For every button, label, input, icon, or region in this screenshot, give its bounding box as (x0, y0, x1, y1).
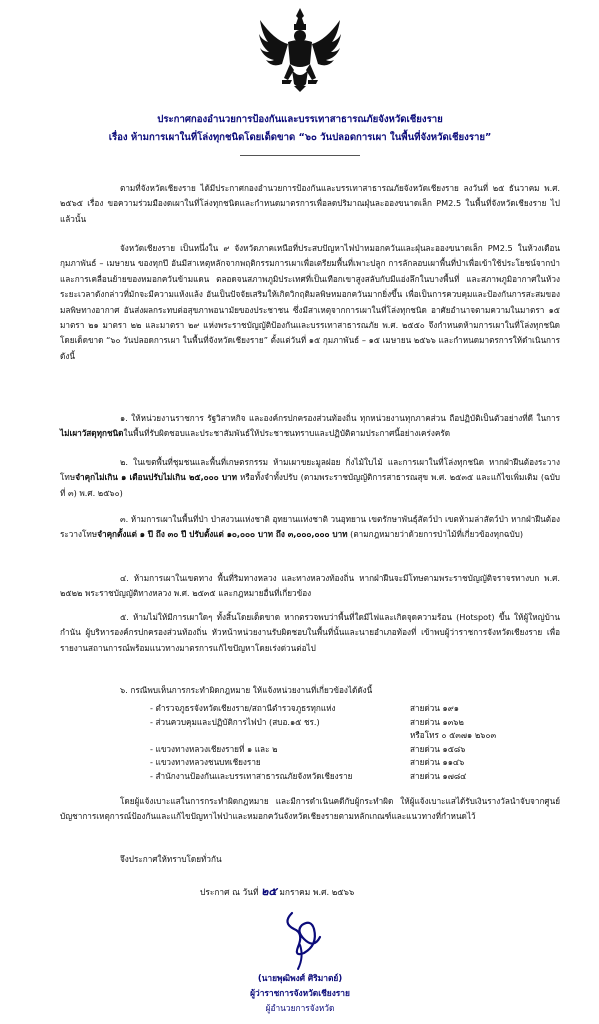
garuda-emblem-icon (258, 6, 342, 94)
measure-3-text (60, 512, 560, 543)
announcement-title: ประกาศกองอำนวยการป้องกันและบรรเทาสาธารณภัยจังหวัดเชียงราย (157, 114, 443, 125)
measure-3-bold: จำคุกตั้งแต่ ๑ ปี ถึง ๓๐ ปี ปรับตั้งแต่ ๑๐,๐๐๐ บาท ถึง ๓,๐๐๐,๐๐๐ บาท (97, 529, 348, 540)
measure-3 (60, 512, 560, 543)
contact-number: สายด่วน ๑๕๘๖ (410, 743, 466, 754)
measure-5 (60, 610, 560, 656)
contact-row (150, 770, 530, 784)
contact-name: - ตำรวจภูธรจังหวัดเชียงราย/สถานีตำรวจภูธรทุกแห่ง (150, 703, 336, 713)
reward-paragraph (60, 794, 560, 825)
contact-name: - แขวงทางหลวงชนบทเชียงราย (150, 757, 261, 768)
measure-1-bold: ไม่เผาวัสดุทุกชนิด (60, 428, 124, 439)
paragraph-measure-6: ๖. กรณีพบเห็นการกระทำผิดกฎหมาย ให้แจ้งหน่วยงานที่เกี่ยวข้องได้ดังนี้ (120, 685, 373, 695)
contact-name: - สำนักงานป้องกันและบรรเทาสาธารณภัยจังหวัดเชียงราย (150, 770, 353, 781)
contact-name: - แขวงทางหลวงเชียงรายที่ ๑ และ ๒ (150, 743, 278, 754)
title-divider (240, 155, 360, 156)
signer-position: ผู้ว่าราชการจังหวัดเชียงราย (250, 988, 350, 998)
contact-number: สายด่วน ๑๓๖๒ (410, 716, 464, 727)
paragraph-reward: โดยผู้แจ้งเบาะแสในการกระทำผิดกฎหมาย และมีการดำเนินคดีกับผู้กระทำผิด ให้ผู้แจ้งเบาะแสได้รับเงินรางวัลนำจับจากศูนย์บัญชาการเหตุการณ์ป้องกันและแก้ไขปัญหาไฟป่าและหมอกควันจังหวัดเชียงรายตามหลักเกณฑ์และแนวทางที่กำหนดไว้ (60, 796, 560, 822)
paragraph-measure-4: ๔. ห้ามการเผาในเขตทาง พื้นที่ริมทางหลวง และทางหลวงท้องถิ่น หากฝ่าฝืนจะมีโทษตามพระราชบัญญัติจราจรทางบก พ.ศ. ๒๕๒๒ พระราชบัญญัติทางหลวง พ.ศ. ๒๕๓๕ และกฎหมายอื่นที่เกี่ยวข้อง (60, 573, 560, 599)
measure-2 (60, 455, 560, 501)
paragraph-1: ตามที่จังหวัดเชียงราย ได้มีประกาศกองอำนวยการป้องกันและบรรเทาสาธารณภัยจังหวัดเชียงราย ลงวันที่ ๒๕ ธันวาคม พ.ศ. ๒๕๖๕ เรื่อง ขอความร่วมมืองดเผาในที่โล่งทุกชนิดและกำหนดมาตรการเพื่อลดปริมาณฝุ่นละอองขนาดเล็ก PM2.5 ในพื้นที่จังหวัดเชียงราย ไปแล้วนั้น (60, 183, 560, 224)
signer-name: (นายพุฒิพงศ์ ศิริมาตย์) (257, 973, 343, 983)
contact-name (150, 729, 410, 743)
date-prefix: ประกาศ ณ วันที่ (200, 887, 259, 897)
contact-list (150, 702, 530, 784)
paragraph-closing: จึงประกาศให้ทราบโดยทั่วกัน (120, 854, 222, 864)
contact-row (150, 756, 530, 770)
measure-2-part-a: ๒. ในเขตพื้นที่ชุมชนและพื้นที่เกษตรกรรม ห้ามเผาขยะมูลฝอย กิ่งไม้ใบไม้ และการเผาในที่โล่งทุกชนิด หากฝ่าฝืนต้องระวางโทษ (60, 457, 560, 483)
measure-2-text (60, 455, 560, 501)
paragraph-measure-5: ๕. ห้ามไม่ให้มีการเผาใดๆ ทั้งสิ้นโดยเด็ดขาด หากตรวจพบว่าพื้นที่ใดมีไฟและเกิดจุดความร้อน (Hotspot) ขึ้น ให้ผู้ใหญ่บ้าน กำนัน ผู้บริหารองค์กรปกครองส่วนท้องถิ่น หัวหน้าหน่วยงานรับผิดชอบในพื้นที่นั้นและนายอำเภอท้องที่ เข้าพบผู้ว่าราชการจังหวัดเชียงราย เพื่อรายงานสถานการณ์พร้อมแนวทางมาตรการแก้ไขปัญหาโดยเร่งด่วนต่อไป (60, 612, 560, 653)
paragraph-background (60, 241, 560, 364)
contact-number: สายด่วน ๑๙๑ (410, 703, 459, 713)
contact-row (150, 716, 530, 730)
contact-number: หรือโทร ๐ ๕๓๗๑ ๒๖๐๓ (410, 730, 497, 741)
announcement-subject: เรื่อง ห้ามการเผาในที่โล่งทุกชนิดโดยเด็ดขาด “๖๐ วันปลอดการเผา ในพื้นที่จังหวัดเชียงราย” (108, 132, 492, 143)
contact-name: - ส่วนควบคุมและปฏิบัติการไฟป่า (สบอ.๑๕ ชร.) (150, 716, 320, 727)
contact-row (150, 729, 530, 743)
measure-3-part-c: (ตามกฎหมายว่าด้วยการป่าไม้ที่เกี่ยวข้องทุกฉบับ) (347, 529, 524, 540)
measure-2-bold: จำคุกไม่เกิน ๑ เดือนปรับไม่เกิน ๒๕,๐๐๐ บาท (75, 472, 238, 483)
contact-number: สายด่วน ๑๗๘๔ (410, 770, 467, 781)
date-day: ๒๕ (261, 885, 277, 898)
measure-1-part-a: ๑. ให้หน่วยงานราชการ รัฐวิสาหกิจ และองค์กรปกครองส่วนท้องถิ่น ทุกหน่วยงานทุกภาคส่วน ถือปฏิบัติเป็นตัวอย่างที่ดี ในการ (120, 413, 560, 423)
contact-row (150, 702, 530, 716)
measure-1 (60, 411, 560, 442)
measure-3-part-a: ๓. ห้ามการเผาในพื้นที่ป่า ป่าสงวนแห่งชาติ อุทยานแห่งชาติ วนอุทยาน เขตรักษาพันธุ์สัตว์ป่า เขตห้ามล่าสัตว์ป่า หากฝ่าฝืนต้องระวางโทษ (60, 514, 560, 540)
closing-paragraph (60, 852, 560, 867)
measure-1-text (60, 411, 560, 442)
date-month-year: มกราคม พ.ศ. ๒๕๖๖ (279, 887, 355, 897)
measure-4 (60, 571, 560, 602)
measure-2-part-c: หรือทั้งจำทั้งปรับ (ตามพระราชบัญญัติการสาธารณสุข พ.ศ. ๒๕๓๕ และแก้ไขเพิ่มเติม (ฉบับที่ ๓) พ.ศ. ๒๕๖๐) (60, 472, 560, 498)
measure-6 (60, 683, 560, 698)
announcement-date (200, 885, 520, 899)
paragraph-2: จังหวัดเชียงราย เป็นหนึ่งใน ๙ จังหวัดภาคเหนือที่ประสบปัญหาไฟป่าหมอกควันและฝุ่นละอองขนาดเล็ก PM2.5 ในห้วงเดือนกุมภาพันธ์ – เมษายน ของทุกปี อันมีสาเหตุหลักจากพฤติกรรมการเผาเพื่อเตรียมพื้นที่เพาะปลูก การลักลอบเผาพื้นที่ป่าเพื่อเข้าใช้ประโยชน์จากป่า และการเคลื่อนย้ายของหมอกควันข้ามแดน ตลอดจนสภาพภูมิประเทศที่เป็นเทือกเขาสูงสลับกับมีแอ่งลึกในบางพื้นที่ และสภาพภูมิอากาศในห้วงระยะเวลาดังกล่าวที่มักจะมีความแห้งแล้ง อันเป็นปัจจัยเสริมให้เกิดวิกฤติมลพิษหมอกควันมากยิ่งขึ้น เพื่อเป็นการควบคุมและป้องกันการสะสมของมลพิษทางอากาศ อันส่งผลกระทบต่อสุขภาพอนามัยของประชาชน ซึ่งมีสาเหตุจากการเผาในที่โล่งทุกชนิด อาศัยอำนาจตามความในมาตรา ๑๕ มาตรา ๒๑ มาตรา ๒๒ และมาตรา ๒๙ แห่งพระราชบัญญัติป้องกันและบรรเทาสาธารณภัย พ.ศ. ๒๕๕๐ จึงกำหนดห้ามการเผาในที่โล่งทุกชนิดโดยเด็ดขาด “๖๐ วันปลอดการเผา ในพื้นที่จังหวัดเชียงราย” ตั้งแต่วันที่ ๑๕ กุมภาพันธ์ – ๑๕ เมษายน ๒๕๖๖ และกำหนดมาตรการให้ดำเนินการดังนี้ (60, 243, 560, 361)
paragraph-intro (60, 181, 560, 227)
contact-row (150, 743, 530, 757)
signer-position-secondary: ผู้อำนวยการจังหวัด (265, 1003, 335, 1013)
contact-number: สายด่วน ๑๑๔๖ (410, 757, 465, 768)
handwritten-signature-icon (270, 905, 340, 975)
measure-1-part-c: ในพื้นที่รับผิดชอบและประชาสัมพันธ์ให้ประชาชนทราบและปฏิบัติตามประกาศนี้อย่างเคร่งครัด (123, 428, 451, 439)
